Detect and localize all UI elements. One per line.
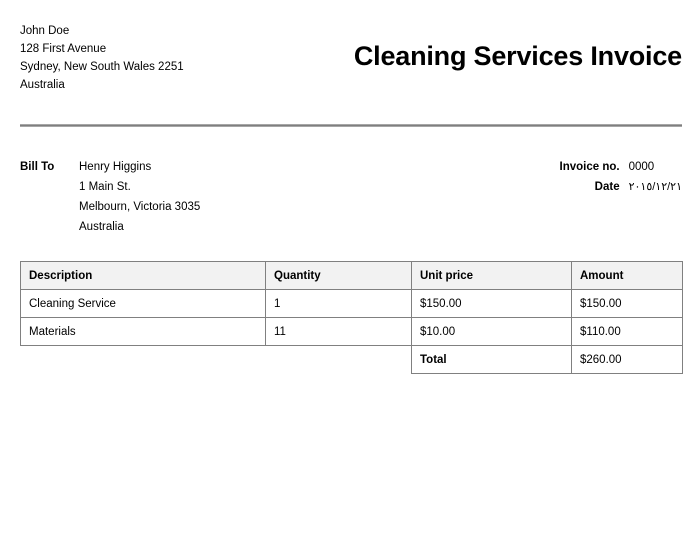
column-header-description: Description bbox=[21, 262, 266, 290]
sender-address-line: John Doe bbox=[20, 25, 70, 37]
cell-unit-price: $150.00 bbox=[412, 290, 572, 318]
page-title: Cleaning Services Invoice bbox=[353, 41, 682, 71]
table-row bbox=[21, 290, 683, 318]
bill-to-address bbox=[79, 157, 200, 237]
cell-quantity: 1 bbox=[266, 290, 412, 318]
table-row bbox=[21, 318, 683, 346]
invoice-info-row bbox=[20, 157, 682, 237]
cell-quantity: 11 bbox=[266, 318, 412, 346]
table-total-row bbox=[21, 346, 683, 374]
bill-to-address-line: 1 Main St. bbox=[79, 181, 131, 193]
invoice-number-row bbox=[532, 157, 682, 177]
sender-address-line: Sydney, New South Wales 2251 bbox=[20, 61, 184, 73]
sender-address-line: Australia bbox=[20, 79, 65, 91]
cell-empty bbox=[266, 346, 412, 374]
invoice-meta bbox=[532, 157, 682, 197]
invoice-date-label: Date bbox=[594, 181, 620, 193]
bill-to-address-line: Melbourn, Victoria 3035 bbox=[79, 201, 201, 213]
bill-to-address-line: Australia bbox=[79, 221, 124, 233]
cell-description: Materials bbox=[21, 318, 266, 346]
invoice-date-row bbox=[532, 177, 682, 197]
invoice-number-value: 0000 bbox=[628, 161, 655, 173]
bill-to-address-line: Henry Higgins bbox=[79, 161, 152, 173]
cell-description: Cleaning Service bbox=[21, 290, 266, 318]
invoice-number-label: Invoice no. bbox=[559, 161, 620, 173]
header-divider bbox=[20, 124, 682, 127]
bill-to-section bbox=[20, 157, 200, 237]
invoice-header bbox=[20, 22, 682, 94]
sender-address-line: 128 First Avenue bbox=[20, 43, 107, 55]
total-amount: $260.00 bbox=[572, 346, 683, 374]
cell-empty bbox=[21, 346, 266, 374]
cell-amount: $110.00 bbox=[572, 318, 683, 346]
sender-address bbox=[20, 22, 184, 94]
column-header-quantity: Quantity bbox=[266, 262, 412, 290]
line-items-table bbox=[20, 261, 683, 374]
invoice-date-value: ٢٠١٥/١٢/٢١ bbox=[628, 181, 682, 193]
bill-to-label: Bill To bbox=[20, 161, 55, 173]
table-header-row bbox=[21, 262, 683, 290]
column-header-unit-price: Unit price bbox=[412, 262, 572, 290]
cell-amount: $150.00 bbox=[572, 290, 683, 318]
total-label: Total bbox=[412, 346, 572, 374]
cell-unit-price: $10.00 bbox=[412, 318, 572, 346]
column-header-amount: Amount bbox=[572, 262, 683, 290]
